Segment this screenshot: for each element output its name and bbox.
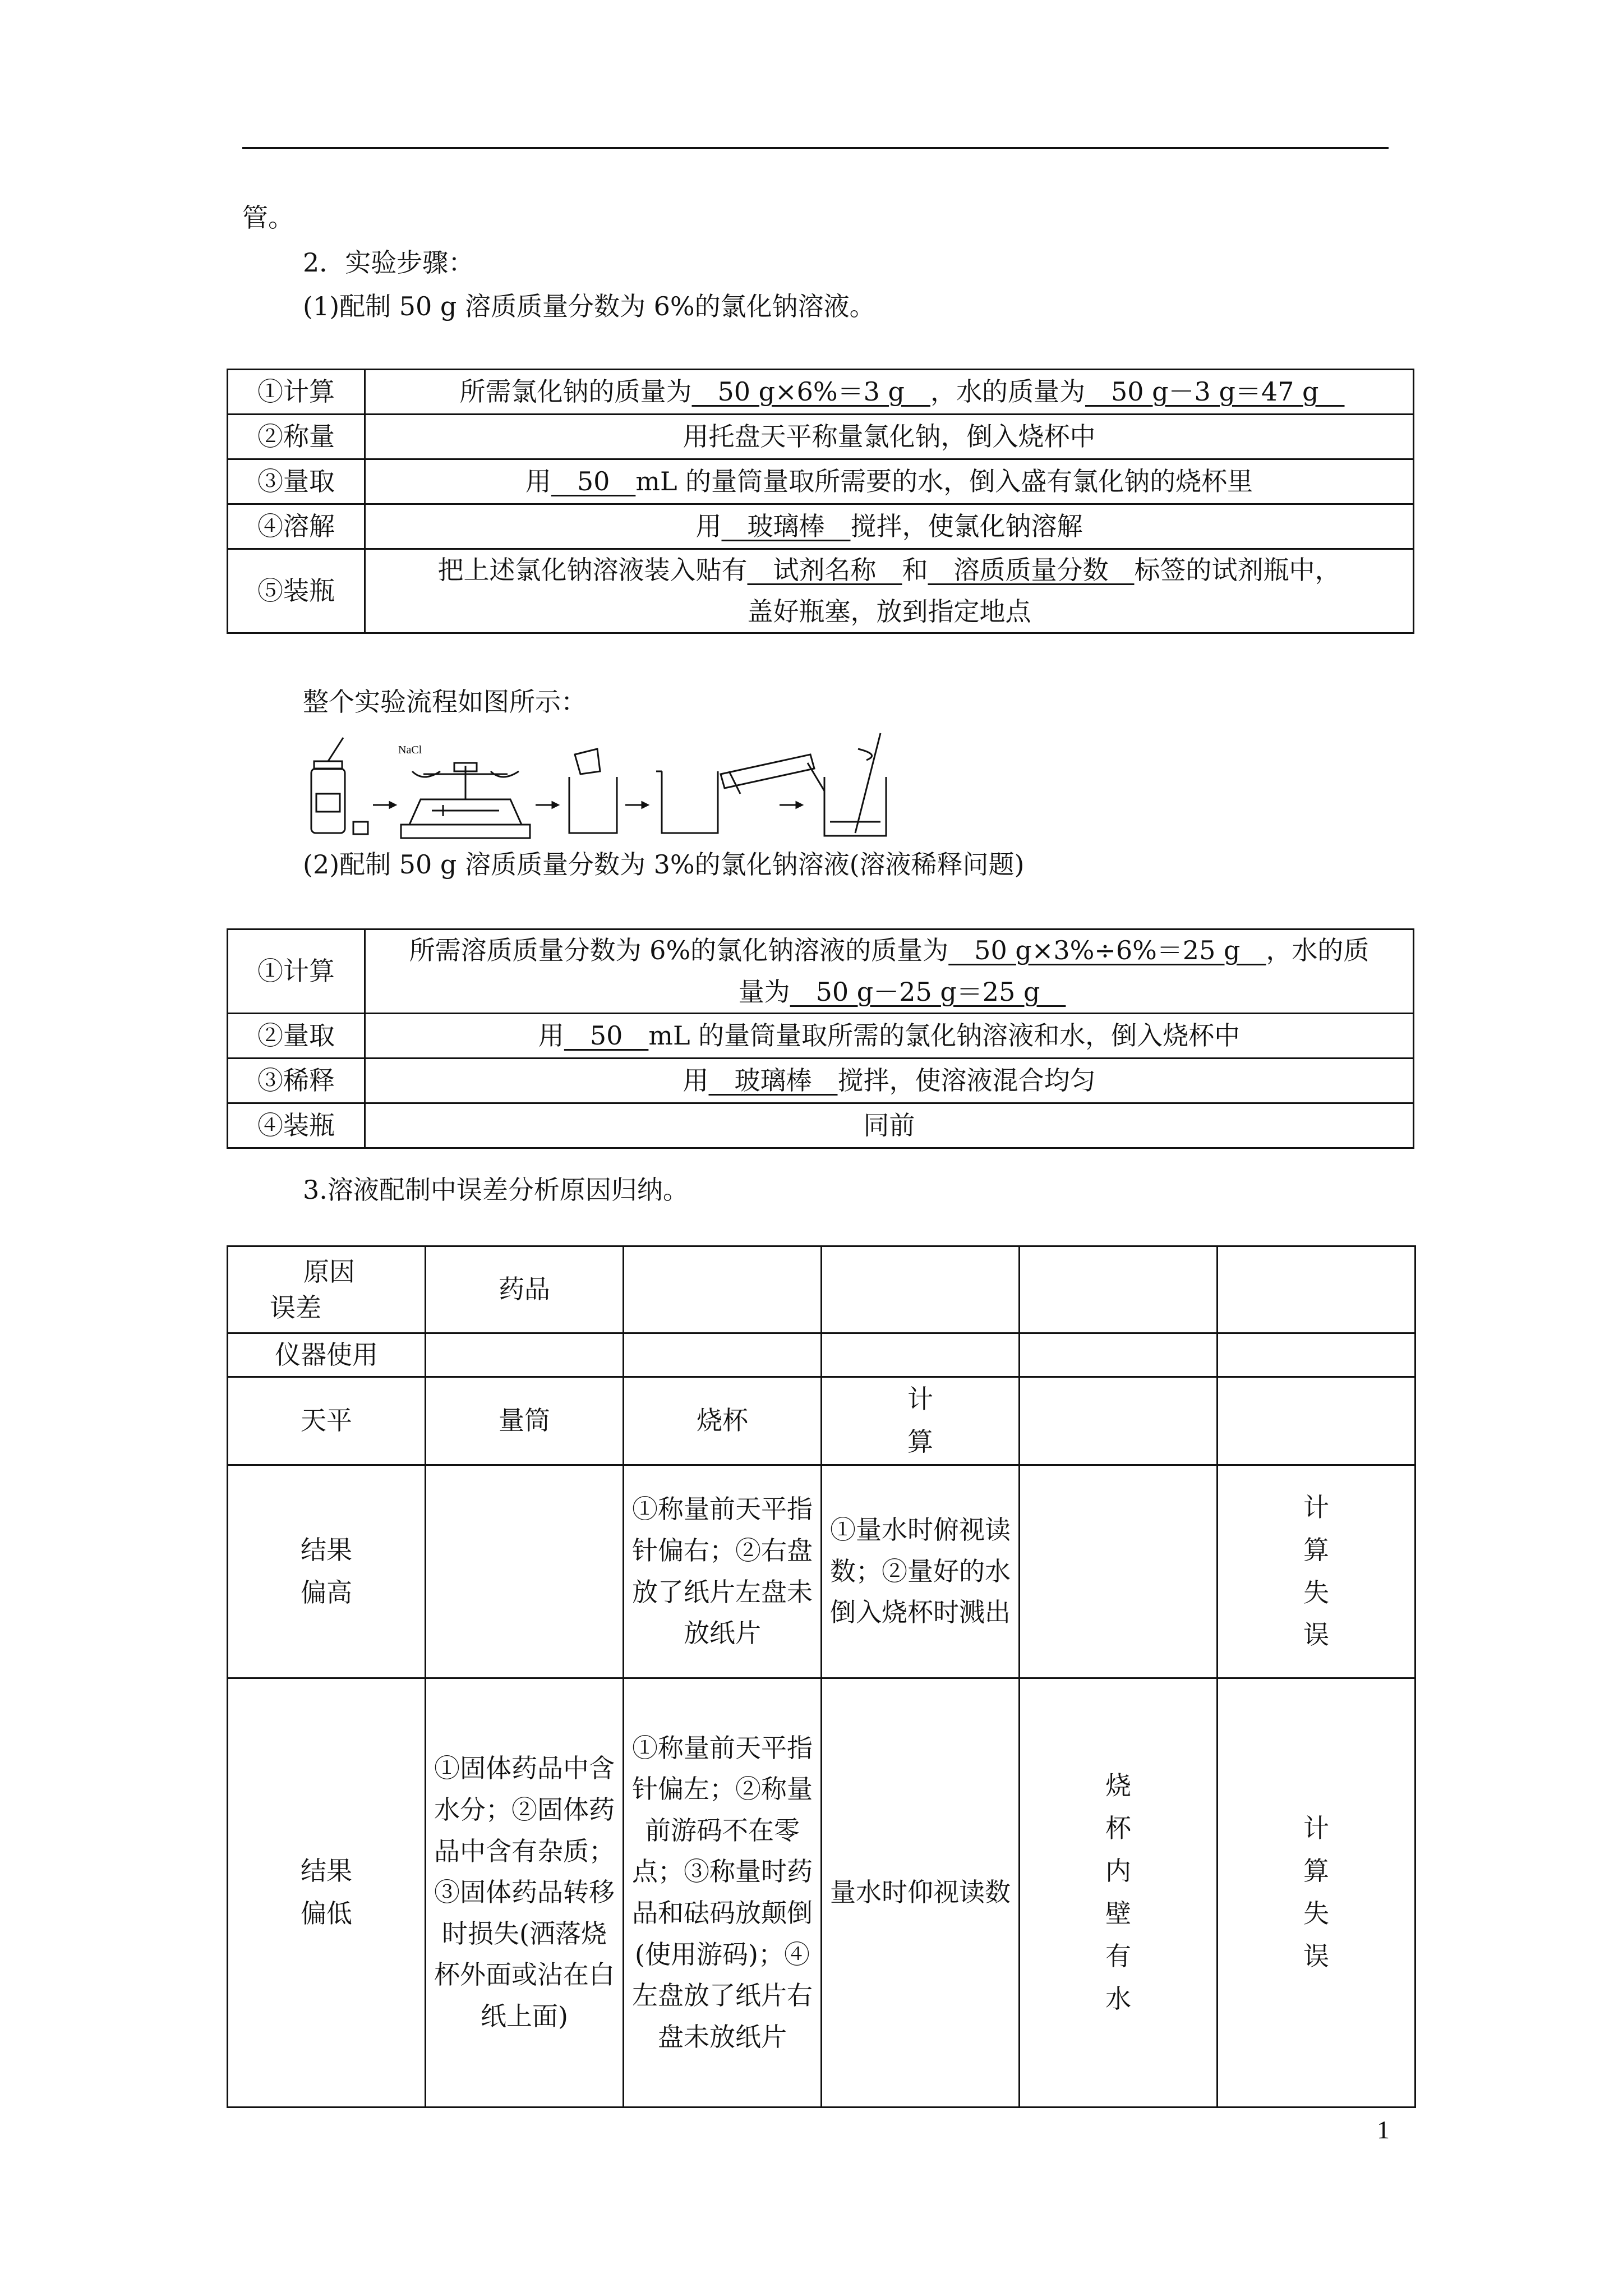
empty-cell [1218, 1333, 1415, 1377]
cell-high-calc [1218, 1465, 1415, 1678]
empty-cell [624, 1246, 822, 1333]
content-cell [365, 459, 1414, 504]
answer-blank: 试剂名称 [747, 555, 902, 585]
text: 用 [525, 466, 551, 496]
answer-blank: 玻璃棒 [721, 510, 851, 541]
cell-low-balance: ①称量前天平指针偏左；②称量前游码不在零点；③称量时药品和砝码放颠倒(使用游码)；④左盘放了纸片右盘未放纸片 [624, 1678, 822, 2108]
part1-title: (1)配制 50 g 溶质质量分数为 6%的氯化钠溶液。 [303, 291, 875, 321]
answer-blank: 50 [551, 466, 636, 496]
empty-cell [624, 1333, 822, 1377]
text: 烧杯内壁有水 [1105, 1770, 1131, 2014]
text: 结果偏低 [301, 1856, 352, 1929]
prep-table-1 [227, 369, 1414, 634]
text: 把上述氯化钠溶液装入贴有 [437, 555, 748, 585]
step-cell: ④溶解 [228, 504, 365, 549]
table-row [228, 1103, 1414, 1148]
header-balance: 天平 [228, 1377, 426, 1465]
empty-cell [1020, 1246, 1218, 1333]
nacl-label: NaCl [398, 744, 422, 756]
content-cell [365, 370, 1414, 415]
text: 计算 [907, 1384, 933, 1457]
step-cell: ⑤装瓶 [228, 549, 365, 633]
header-cylinder: 量筒 [426, 1377, 624, 1465]
text: 计算失误 [1303, 1492, 1329, 1650]
empty-cell [822, 1246, 1020, 1333]
answer-blank: 50 g－3 g＝47 g [1085, 376, 1345, 407]
nacl-jar-icon [311, 738, 368, 834]
cell-low-drug: ①固体药品中含水分；②固体药品中含有杂质；③固体药品转移时损失(洒落烧杯外面或沾在白纸上面) [426, 1678, 624, 2108]
text: 和 [902, 555, 928, 585]
flow-text: 整个实验流程如图所示： [303, 687, 587, 717]
text: 用 [683, 1065, 709, 1096]
table-row [228, 1333, 1415, 1377]
content-cell [365, 1059, 1414, 1103]
table-row [228, 459, 1414, 504]
content-cell [365, 549, 1414, 633]
text: 误差 [270, 1292, 321, 1323]
answer-blank: 溶质质量分数 [928, 555, 1135, 585]
answer-blank: 50 g×3%÷6%＝25 g [948, 935, 1266, 965]
text: 用 [538, 1020, 564, 1051]
cell-high-balance: ①称量前天平指针偏右；②右盘放了纸片左盘未放纸片 [624, 1465, 822, 1678]
page-number: 1 [1377, 2115, 1390, 2144]
header-drug: 药品 [426, 1246, 624, 1333]
text: 所需氯化钠的质量为 [459, 376, 692, 407]
answer-blank: 50 [564, 1020, 649, 1051]
beaker-icon [656, 771, 718, 833]
text: 计算失误 [1303, 1813, 1329, 1971]
part2-title: (2)配制 50 g 溶质质量分数为 3%的氯化钠溶液(溶液稀释问题) [303, 849, 1025, 880]
step-title: 2．实验步骤： [303, 247, 474, 278]
text: 搅拌，使氯化钠溶解 [850, 510, 1083, 541]
text: 量为 [738, 976, 790, 1007]
pouring-cylinder-icon [721, 754, 824, 794]
text-guan: 管。 [242, 203, 294, 233]
table-row [228, 1465, 1415, 1678]
step-cell: ③量取 [228, 459, 365, 504]
empty-cell [1218, 1246, 1415, 1333]
text: 所需溶质质量分数为 6%的氯化钠溶液的质量为 [409, 935, 949, 965]
step-cell: ①计算 [228, 370, 365, 415]
experiment-flow-diagram [303, 732, 931, 844]
header-instrument: 仪器使用 [228, 1333, 426, 1377]
empty-cell [822, 1333, 1020, 1377]
balance-icon [401, 763, 530, 838]
content-cell: 用托盘天平称量氯化钠，倒入烧杯中 [365, 415, 1414, 459]
empty-cell [426, 1465, 624, 1678]
content-cell [365, 1014, 1414, 1059]
cell-low-cylinder: 量水时仰视读数 [822, 1678, 1020, 2108]
part3-title: 3.溶液配制中误差分析原因归纳。 [303, 1175, 689, 1205]
header-calc [822, 1377, 1020, 1465]
answer-blank: 玻璃棒 [708, 1065, 838, 1096]
text: mL 的量筒量取所需的氯化钠溶液和水，倒入烧杯中 [648, 1020, 1241, 1051]
table-row [228, 1678, 1415, 2108]
table-row [228, 1059, 1414, 1103]
table-row [228, 549, 1414, 633]
answer-blank: 50 g×6%＝3 g [691, 376, 930, 407]
empty-cell [1020, 1333, 1218, 1377]
empty-cell [1020, 1377, 1218, 1465]
text: 搅拌，使溶液混合均匀 [837, 1065, 1096, 1096]
content-cell [365, 504, 1414, 549]
corner-cell [228, 1246, 426, 1333]
answer-blank: 50 g－25 g＝25 g [790, 976, 1066, 1007]
step-cell: ④装瓶 [228, 1103, 365, 1148]
cell-high-cylinder: ①量水时俯视读数；②量好的水倒入烧杯时溅出 [822, 1465, 1020, 1678]
text: 原因 [303, 1256, 355, 1287]
content-cell: 同前 [365, 1103, 1414, 1148]
cell-low-calc [1218, 1678, 1415, 2108]
beaker-stirring-icon [824, 733, 886, 836]
text: 结果偏高 [301, 1534, 352, 1608]
prep-table-2 [227, 928, 1414, 1149]
empty-cell [426, 1333, 624, 1377]
text: 标签的试剂瓶中， [1134, 555, 1341, 585]
table-row [228, 415, 1414, 459]
header-rule [242, 147, 1389, 149]
header-beaker: 烧杯 [624, 1377, 822, 1465]
table-row [228, 504, 1414, 549]
empty-cell [1020, 1465, 1218, 1678]
step-cell: ②称量 [228, 415, 365, 459]
cell-low-beaker [1020, 1678, 1218, 2108]
empty-cell [1218, 1377, 1415, 1465]
text: mL 的量筒量取所需要的水，倒入盛有氯化钠的烧杯里 [635, 466, 1253, 496]
table-row [228, 1246, 1415, 1333]
table-row [228, 930, 1414, 1014]
table-row [228, 1014, 1414, 1059]
step-cell: ①计算 [228, 930, 365, 1014]
row-label-low [228, 1678, 426, 2108]
row-label-high [228, 1465, 426, 1678]
error-analysis-table [227, 1245, 1416, 2108]
text: 盖好瓶塞，放到指定地点 [747, 596, 1031, 627]
text: ，水的质 [1266, 935, 1370, 965]
table-row [228, 1377, 1415, 1465]
table-row [228, 370, 1414, 415]
content-cell [365, 930, 1414, 1014]
text: 用 [695, 510, 722, 541]
step-cell: ②量取 [228, 1014, 365, 1059]
text: ，水的质量为 [930, 376, 1085, 407]
beaker-paper-icon [569, 749, 617, 833]
step-cell: ③稀释 [228, 1059, 365, 1103]
